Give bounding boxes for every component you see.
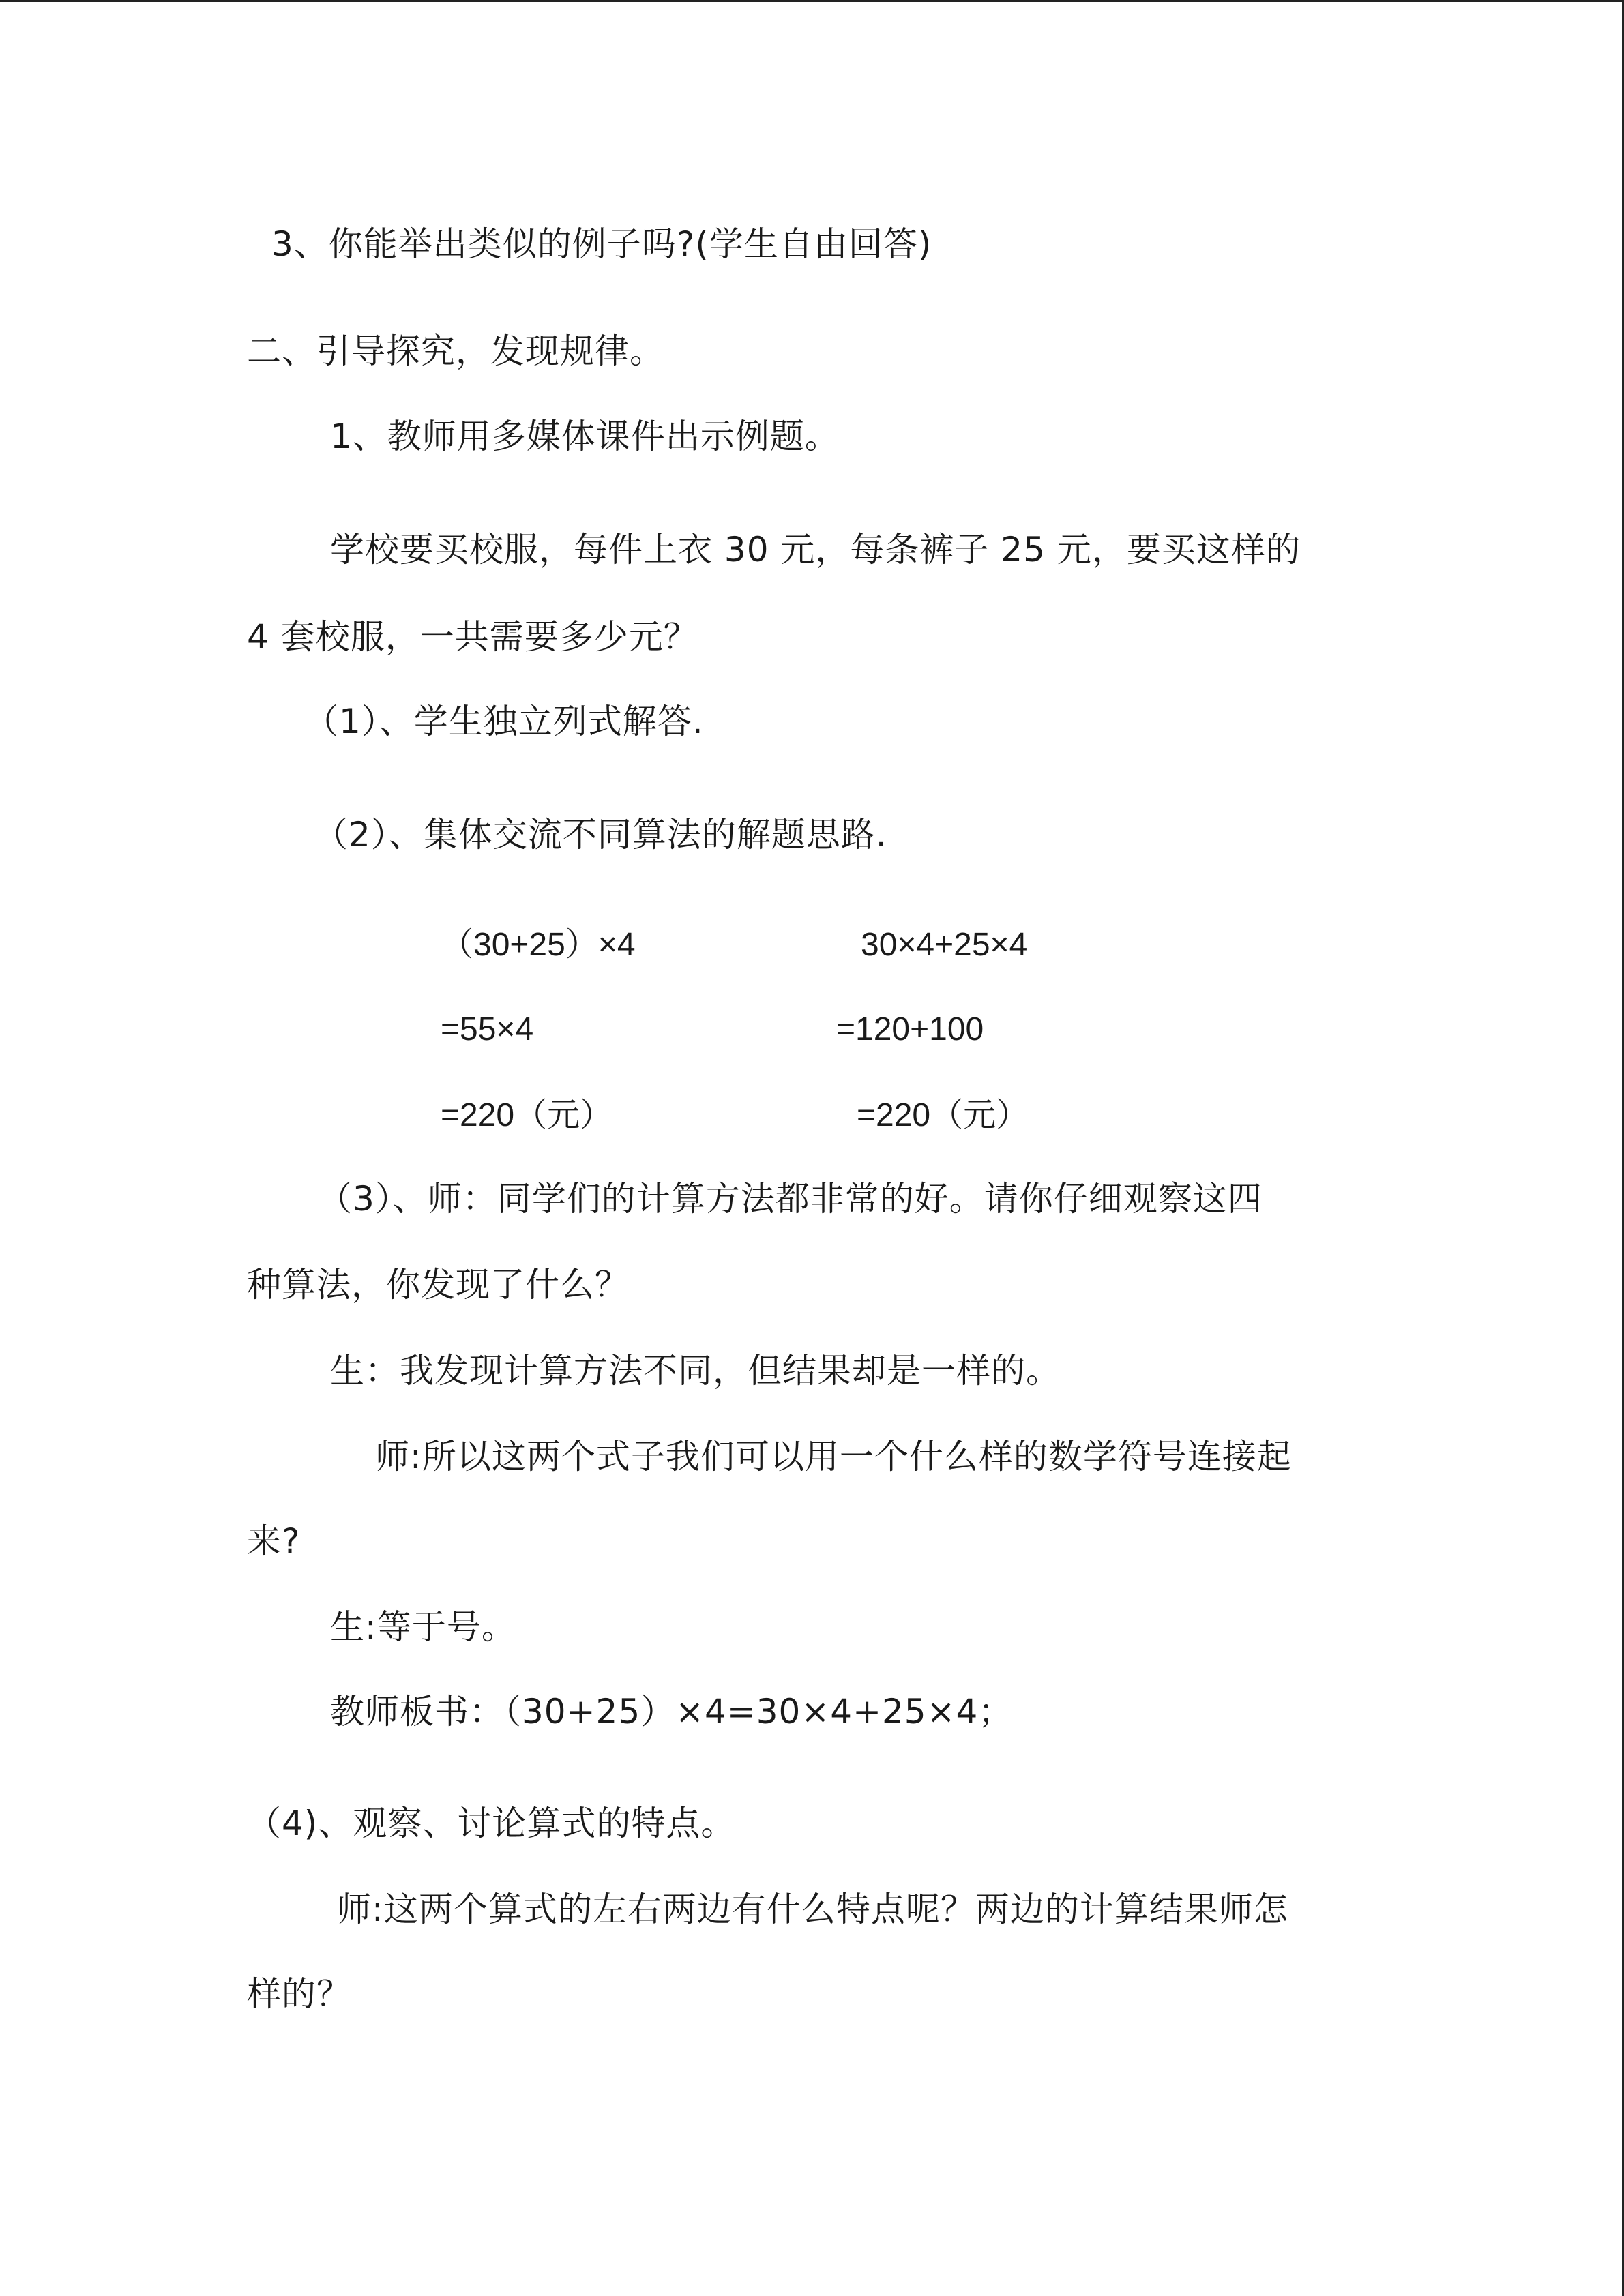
calc-left-line-2: =55×4: [441, 1011, 534, 1047]
calc-left-line-3: =220（元）: [441, 1097, 613, 1133]
text-line-blackboard: 教师板书：（30+25）×4=30×4+25×4；: [330, 1692, 1014, 1731]
calc-left-line-1: （30+25）×4: [441, 927, 636, 963]
calc-right-line-3: =220（元）: [857, 1097, 1029, 1133]
text-line-teacher-question-part1: 师:所以这两个式子我们可以用一个什么样的数学符号连接起: [375, 1437, 1292, 1476]
text-line-teacher-question2-part1: 师:这两个算式的左右两边有什么特点呢？两边的计算结果师怎: [337, 1890, 1288, 1929]
text-line-substep-3-part1: （3）、师：同学们的计算方法都非常的好。请你仔细观察这四: [318, 1179, 1263, 1219]
text-line-problem-part1: 学校要买校服，每件上衣 30 元，每条裤子 25 元，要买这样的: [330, 530, 1301, 569]
text-line-student-answer-2: 生:等于号。: [330, 1607, 516, 1647]
text-line-step-1: 1、教师用多媒体课件出示例题。: [330, 417, 840, 456]
text-line-substep-1: （1）、学生独立列式解答.: [304, 702, 704, 741]
section-heading: 二、引导探究，发现规律。: [247, 331, 664, 371]
page-top-border: [0, 0, 1624, 2]
text-line-teacher-question2-part2: 样的？: [247, 1974, 351, 2014]
calc-right-line-1: 30×4+25×4: [861, 927, 1028, 963]
text-line-example-question: 3、你能举出类似的例子吗?(学生自由回答): [271, 224, 932, 264]
text-line-substep-2: （2）、集体交流不同算法的解题思路.: [314, 815, 887, 854]
text-line-teacher-question-part2: 来?: [247, 1521, 301, 1561]
text-line-student-answer-1: 生：我发现计算方法不同，但结果却是一样的。: [330, 1351, 1061, 1390]
text-line-substep-3-part2: 种算法，你发现了什么？: [247, 1265, 630, 1304]
calc-right-line-2: =120+100: [836, 1011, 984, 1047]
text-line-problem-part2: 4 套校服，一共需要多少元？: [247, 617, 698, 657]
text-line-substep-4: （4)、观察、讨论算式的特点。: [247, 1804, 736, 1843]
